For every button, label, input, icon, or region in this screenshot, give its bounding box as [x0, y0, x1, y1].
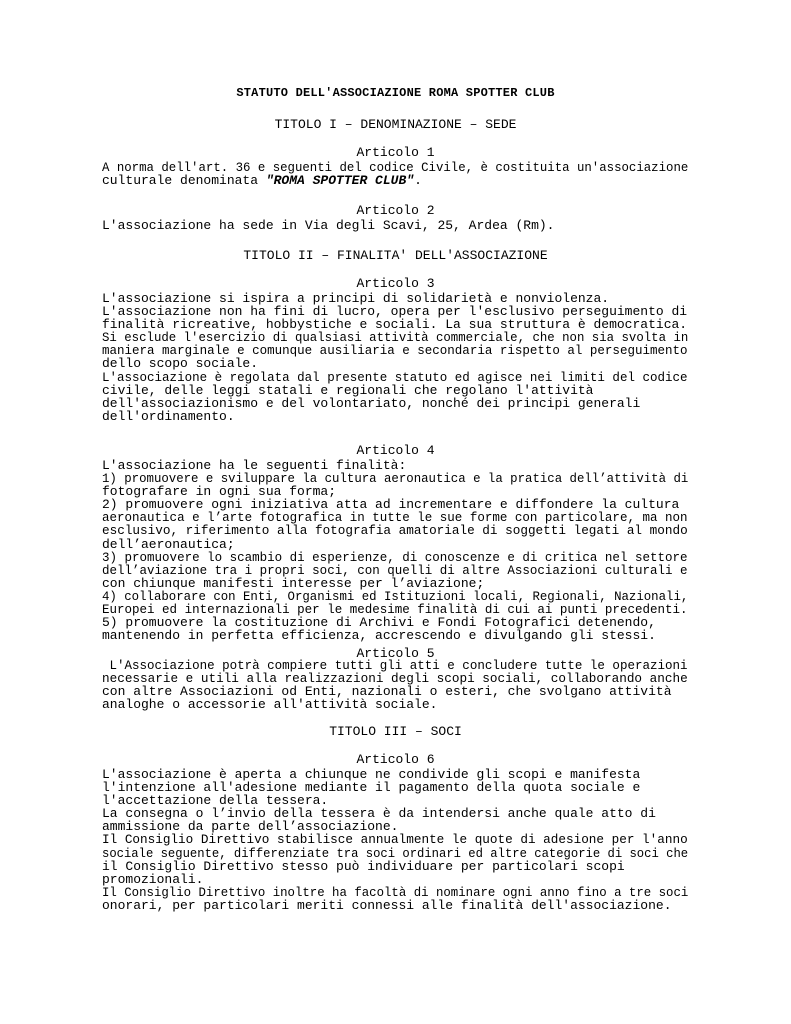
articolo-4-line: Europei ed internazionali per le medesime finalità di cui ai punti precedenti.	[102, 602, 688, 618]
articolo-6-line: l'intenzione all'adesione mediante il pagamento della quota sociale e	[102, 780, 641, 796]
articolo-3-line: L'associazione è regolata dal presente statuto ed agisce nei limiti del codice	[102, 369, 688, 385]
articolo-4-line: L'associazione ha le seguenti finalità:	[102, 458, 407, 473]
line-prefix: culturale denominata	[102, 173, 266, 189]
articolo-5-heading: Articolo 5	[356, 646, 435, 661]
articolo-3-line: finalità ricreative, hobbystiche e sociali. La sua struttura è democratica.	[102, 317, 688, 333]
articolo-2-heading: Articolo 2	[356, 203, 435, 218]
titolo-1-heading: TITOLO I – DENOMINAZIONE – SEDE	[274, 117, 517, 132]
titolo-3-heading: TITOLO III – SOCI	[329, 724, 462, 739]
articolo-6-line: onorari, per particolari meriti connessi alle finalità dell'associazione.	[102, 897, 672, 913]
articolo-4-line: dell’aviazione tra i propri soci, con quelli di altre Associazioni culturali e	[102, 562, 688, 578]
articolo-6-line: Il Consiglio Direttivo stabilisce annualmente le quote di adesione per l'anno	[102, 832, 688, 848]
association-name: "ROMA SPOTTER CLUB"	[265, 173, 415, 189]
articolo-3-body	[102, 292, 688, 423]
articolo-6-heading: Articolo 6	[356, 752, 435, 767]
articolo-4-line: aeronautica e l’arte fotografica in tutte le sue forme con particolare, ma non	[102, 510, 688, 526]
articolo-4-line: con chiunque manifesti interesse per l’aviazione;	[102, 575, 485, 591]
articolo-5-line: con altre Associazioni od Enti, nazionali o esteri, che svolgano attività	[102, 684, 672, 700]
articolo-3-line: maniera marginale e comunque ausiliaria e secondaria rispetto al perseguimento	[102, 343, 688, 359]
articolo-6-line: Il Consiglio Direttivo inoltre ha facoltà di nominare ogni anno fino a tre soci	[102, 884, 689, 900]
articolo-4-line: 2) promuovere ogni iniziativa atta ad incrementare e diffondere la cultura	[102, 497, 680, 513]
articolo-5-line: analoghe o accessorie all'attività sociale.	[102, 697, 438, 713]
articolo-6-line: L'associazione è aperta a chiunque ne condivide gli scopi e manifesta	[102, 767, 641, 782]
articolo-3-heading: Articolo 3	[356, 276, 435, 291]
titolo-2-heading: TITOLO II – FINALITA' DELL'ASSOCIAZIONE	[243, 248, 548, 263]
articolo-3-line: civile, delle leggi statali e regionali che regolano l'attività	[102, 382, 594, 398]
articolo-6-body	[102, 768, 688, 912]
articolo-3-line: dell'associazionismo e del volontariato, nonché dei principi generali	[102, 395, 641, 411]
articolo-2-line: L'associazione ha sede in Via degli Scavi, 25, Ardea (Rm).	[102, 218, 555, 233]
articolo-5-body	[102, 659, 688, 711]
articolo-1-heading: Articolo 1	[356, 145, 435, 160]
articolo-6-line: La consegna o l’invio della tessera è da intendersi anche quale atto di	[102, 806, 656, 822]
articolo-4-body	[102, 459, 688, 642]
articolo-5-line: L'Associazione potrà compiere tutti gli atti e concludere tutte le operazioni	[102, 658, 688, 673]
articolo-1-line	[102, 174, 688, 187]
articolo-4-heading: Articolo 4	[356, 443, 435, 458]
articolo-4-line: fotografare in ogni sua forma;	[102, 484, 337, 500]
articolo-3-line: Si esclude l'esercizio di qualsiasi attività commerciale, che non sia svolta in	[102, 330, 689, 346]
articolo-3-line: L'associazione si ispira a principi di solidarietà e nonviolenza.	[102, 291, 610, 306]
articolo-4-line: 3) promuovere lo scambio di esperienze, di conoscenze e di critica nel settore	[102, 549, 688, 565]
articolo-4-line: 4) collaborare con Enti, Organismi ed Istituzioni locali, Regionali, Nazionali,	[102, 588, 689, 604]
articolo-4-line: mantenendo in perfetta efficienza, accrescendo e divulgando gli stessi.	[102, 628, 656, 644]
articolo-4-line: dell’aeronautica;	[102, 536, 235, 552]
articolo-3-line: dello scopo sociale.	[102, 356, 259, 372]
articolo-2-body	[102, 219, 688, 232]
line-suffix: .	[414, 173, 422, 189]
articolo-6-line: l'accettazione della tessera.	[102, 793, 329, 809]
articolo-6-line: sociale seguente, differenziate tra soci ordinari ed altre categorie di soci che	[102, 845, 689, 861]
articolo-6-line: il Consiglio Direttivo stesso può individuare per particolari scopi	[102, 858, 625, 874]
document-title: STATUTO DELL'ASSOCIAZIONE ROMA SPOTTER CLUB	[236, 86, 555, 100]
articolo-1-body	[102, 161, 688, 187]
articolo-4-line: esclusivo, riferimento alla fotografia amatoriale di soggetti legati al mondo	[102, 523, 688, 539]
articolo-6-line: promozionali.	[102, 871, 204, 887]
articolo-1-line: A norma dell'art. 36 e seguenti del codice Civile, è costituita un'associazione	[102, 160, 689, 175]
articolo-4-line: 1) promuovere e sviluppare la cultura aeronautica e la pratica dell’attività di	[102, 471, 689, 487]
articolo-3-line: dell'ordinamento.	[102, 408, 235, 424]
articolo-3-line: L'associazione non ha fini di lucro, opera per l'esclusivo perseguimento di	[102, 304, 688, 320]
articolo-6-line: ammissione da parte dell’associazione.	[102, 819, 399, 835]
articolo-4-line: 5) promuovere la costituzione di Archivi e Fondi Fotografici detenendo,	[102, 615, 656, 631]
articolo-5-line: necessarie e utili alla realizzazioni degli scopi sociali, collaborando anche	[102, 671, 688, 687]
